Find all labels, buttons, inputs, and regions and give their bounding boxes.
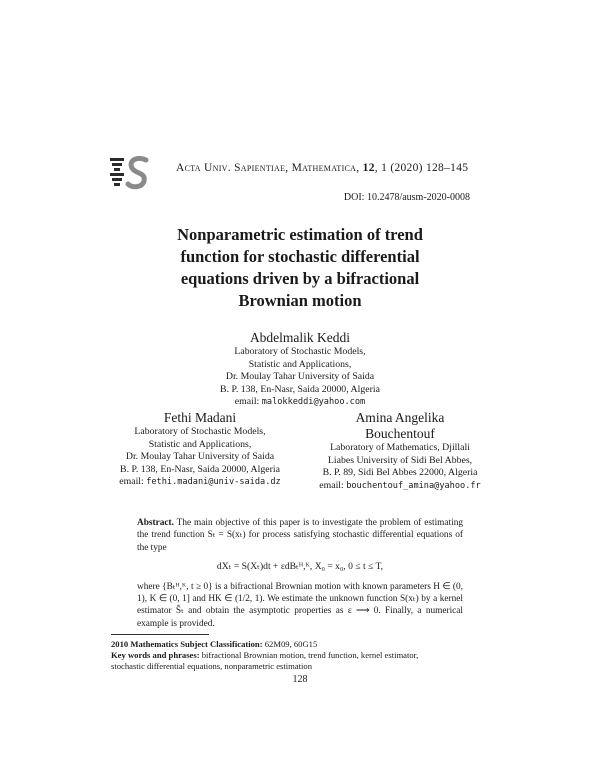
journal-citation <box>176 162 468 174</box>
email-line <box>100 476 300 489</box>
affiliation-line: Laboratory of Stochastic Models, <box>234 346 366 357</box>
email-label: email: <box>319 479 344 491</box>
abstract-text: The main objective of this paper is to investigate the problem of estimating the trend function Sₜ = S(xₜ) for process satisfying stochastic differential equations of the type <box>137 518 464 553</box>
abstract-paragraph: where {Bₜᴴ,ᴷ, t ≥ 0} is a bifractional Brownian motion with known parameters H ∈ (0, 1), K ∈ (0, 1] and HK ∈ (1/2, 1). We estimate the unknown function S(xₜ) by a kernel estimator Ŝₜ and obtain the asymptotic properties as ε ⟶ 0. Finally, a numerical example is provided. <box>137 581 463 629</box>
msc-codes: 62M09, 60G15 <box>264 639 318 649</box>
author-block-keddi <box>150 330 450 409</box>
affiliation-line: Laboratory of Mathematics, Djillali <box>330 442 470 453</box>
email-line <box>150 396 450 409</box>
affiliation-line: Dr. Moulay Tahar University of Saida <box>225 371 375 382</box>
email-line <box>300 480 500 493</box>
footnote-divider <box>111 634 209 635</box>
keywords-line <box>111 650 491 661</box>
author-block-bouchentouf <box>300 410 500 492</box>
email-label: email: <box>119 476 144 487</box>
journal-issue-pages: , 1 (2020) 128–145 <box>374 162 469 174</box>
journal-name: Acta Univ. Sapientiae, Mathematica, <box>176 162 360 174</box>
keywords-text: bifractional Brownian motion, trend function, kernel estimator, <box>201 650 419 660</box>
abstract-paragraph <box>137 517 463 554</box>
author-name: Amina Angelika <box>355 410 445 425</box>
affiliation-line: Statistic and Applications, <box>248 358 352 370</box>
abstract-label: Abstract. <box>137 518 174 528</box>
affiliation-line: B. P. 138, En-Nasr, Saida 20000, Algeria <box>220 383 380 395</box>
doi: DOI: 10.2478/ausm-2020-0008 <box>343 192 470 203</box>
paper-title <box>120 224 480 312</box>
footnotes <box>111 639 491 672</box>
title-line: equations driven by a bifractional <box>180 269 420 288</box>
keywords-line-2: stochastic differential equations, nonparametric estimation <box>111 661 313 671</box>
email-link[interactable]: malokkeddi@yahoo.com <box>261 397 366 407</box>
author-block-madani <box>100 410 300 489</box>
affiliation-line: Dr. Moulay Tahar University of Saida <box>125 451 275 462</box>
msc-line <box>111 639 491 650</box>
affiliation-line: Statistic and Applications, <box>148 438 252 450</box>
email-link[interactable]: fethi.madani@univ-saida.dz <box>146 477 281 487</box>
title-line: function for stochastic differential <box>180 247 420 266</box>
author-name: Fethi Madani <box>163 410 237 425</box>
email-label: email: <box>234 396 260 407</box>
affiliation-line: Laboratory of Stochastic Models, <box>134 426 266 437</box>
title-line: Nonparametric estimation of trend <box>177 225 423 244</box>
journal-volume: 12 <box>362 162 375 174</box>
equation: dXₜ = S(Xₜ)dt + εdBₜᴴ,ᴷ, X₀ = x₀, 0 ≤ t ≤ T, <box>216 561 384 573</box>
email-link[interactable]: bouchentouf_amina@yahoo.fr <box>346 480 481 491</box>
page-number: 128 <box>292 674 308 685</box>
author-name: Abdelmalik Keddi <box>249 330 351 345</box>
affiliation-line: B. P. 89, Sidi Bel Abbes 22000, Algeria <box>322 467 478 478</box>
abstract <box>137 517 463 630</box>
msc-label: 2010 Mathematics Subject Classification: <box>111 639 263 649</box>
journal-logo-icon <box>108 154 150 190</box>
author-name: Bouchentouf <box>365 426 435 441</box>
affiliation-line: B. P. 138, En-Nasr, Saida 20000, Algeria <box>120 463 280 475</box>
keywords-label: Key words and phrases: <box>111 650 200 660</box>
title-line: Brownian motion <box>238 291 362 310</box>
affiliation-line: Liabes University of Sidi Bel Abbes, <box>327 454 473 466</box>
